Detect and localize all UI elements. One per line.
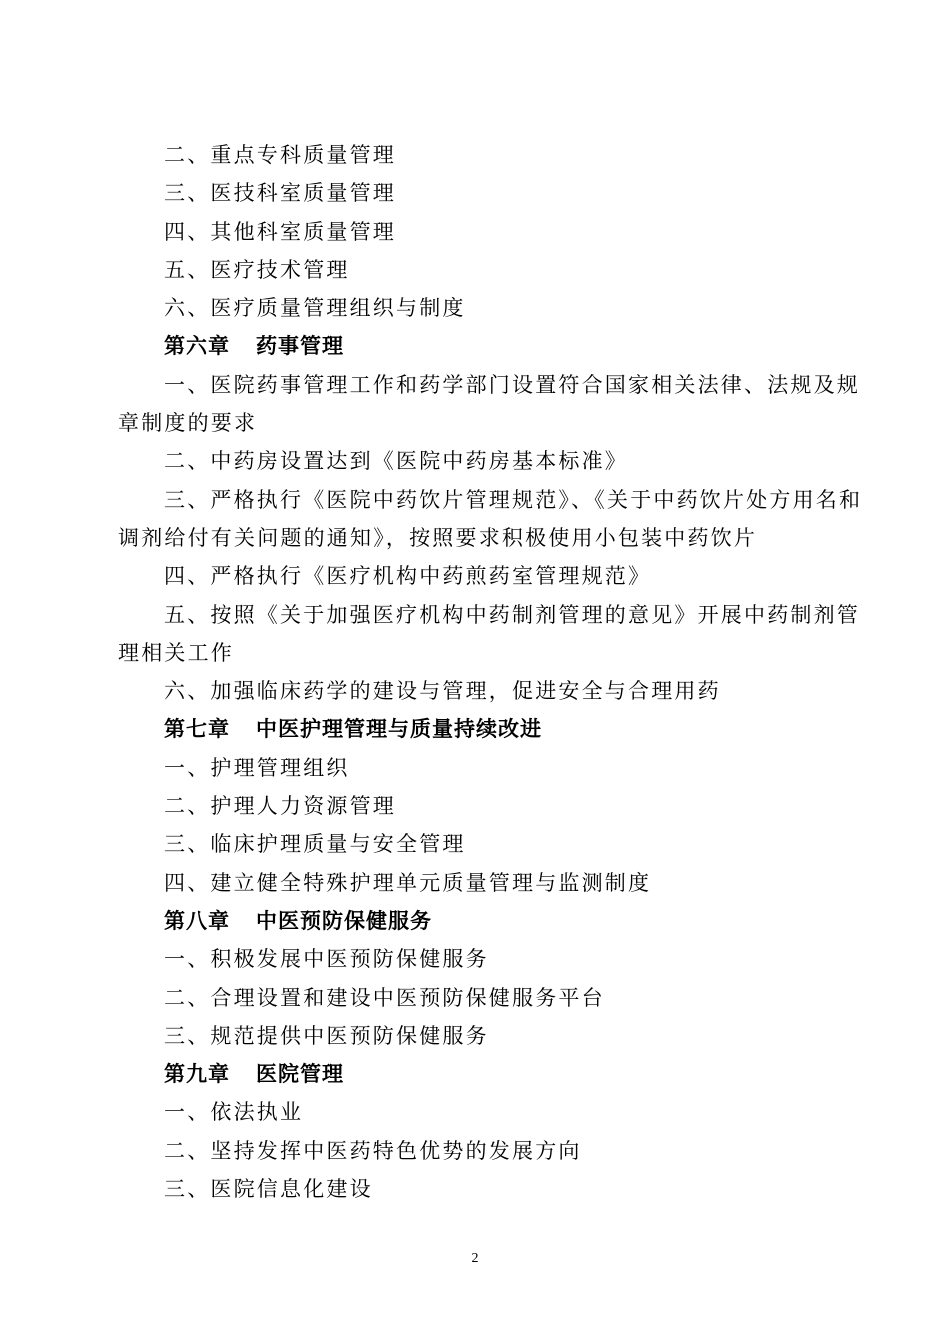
list-item: 三、临床护理质量与安全管理: [164, 832, 466, 857]
document-body: [118, 136, 863, 1208]
paragraph-continuation: 章制度的要求: [118, 411, 258, 436]
chapter-heading: [118, 327, 834, 365]
list-item: 四、严格执行《医疗机构中药煎药室管理规范》: [164, 564, 652, 589]
paragraph-continuation: 调剂给付有关问题的通知》，按照要求积极使用小包装中药饮片: [118, 525, 758, 550]
chapter-heading: [118, 710, 834, 748]
list-item: 三、医院信息化建设: [164, 1177, 373, 1202]
chapter-number: 第七章: [164, 717, 230, 742]
chapter-number: 第六章: [164, 334, 230, 359]
list-item: 三、医技科室质量管理: [164, 181, 396, 206]
list-item: 一、医院药事管理工作和药学部门设置符合国家相关法律、法规及规: [164, 372, 860, 397]
list-item: 四、建立健全特殊护理单元质量管理与监测制度: [164, 870, 652, 895]
list-item: 二、中药房设置达到《医院中药房基本标准》: [164, 449, 628, 474]
chapter-title: 医院管理: [256, 1062, 344, 1087]
chapter-heading: [118, 902, 834, 940]
list-item: 六、医疗质量管理组织与制度: [164, 296, 466, 321]
list-item: 二、重点专科质量管理: [164, 143, 396, 167]
list-item: 一、依法执业: [164, 1100, 304, 1125]
chapter-heading: [118, 1055, 834, 1093]
chapter-title: 中医护理管理与质量持续改进: [256, 717, 542, 742]
page-number: 2: [471, 1251, 479, 1266]
list-item: 一、护理管理组织: [164, 755, 350, 780]
list-item: 二、坚持发挥中医药特色优势的发展方向: [164, 1138, 582, 1163]
list-item: 三、严格执行《医院中药饮片管理规范》、《关于中药饮片处方用名和: [164, 487, 863, 512]
chapter-number: 第八章: [164, 908, 230, 933]
list-item: 四、其他科室质量管理: [164, 219, 396, 244]
paragraph-continuation: 理相关工作: [118, 640, 234, 665]
list-item: 一、积极发展中医预防保健服务: [164, 947, 489, 972]
list-item: 五、按照《关于加强医疗机构中药制剂管理的意见》开展中药制剂管: [164, 602, 860, 627]
list-item: 二、护理人力资源管理: [164, 794, 396, 819]
chapter-title: 中医预防保健服务: [256, 908, 432, 933]
list-item: 六、加强临床药学的建设与管理，促进安全与合理用药: [164, 679, 721, 704]
list-item: 三、规范提供中医预防保健服务: [164, 1023, 489, 1048]
list-item: 二、合理设置和建设中医预防保健服务平台: [164, 985, 605, 1010]
chapter-number: 第九章: [164, 1062, 230, 1087]
chapter-title: 药事管理: [256, 334, 344, 359]
list-item: 五、医疗技术管理: [164, 257, 350, 282]
